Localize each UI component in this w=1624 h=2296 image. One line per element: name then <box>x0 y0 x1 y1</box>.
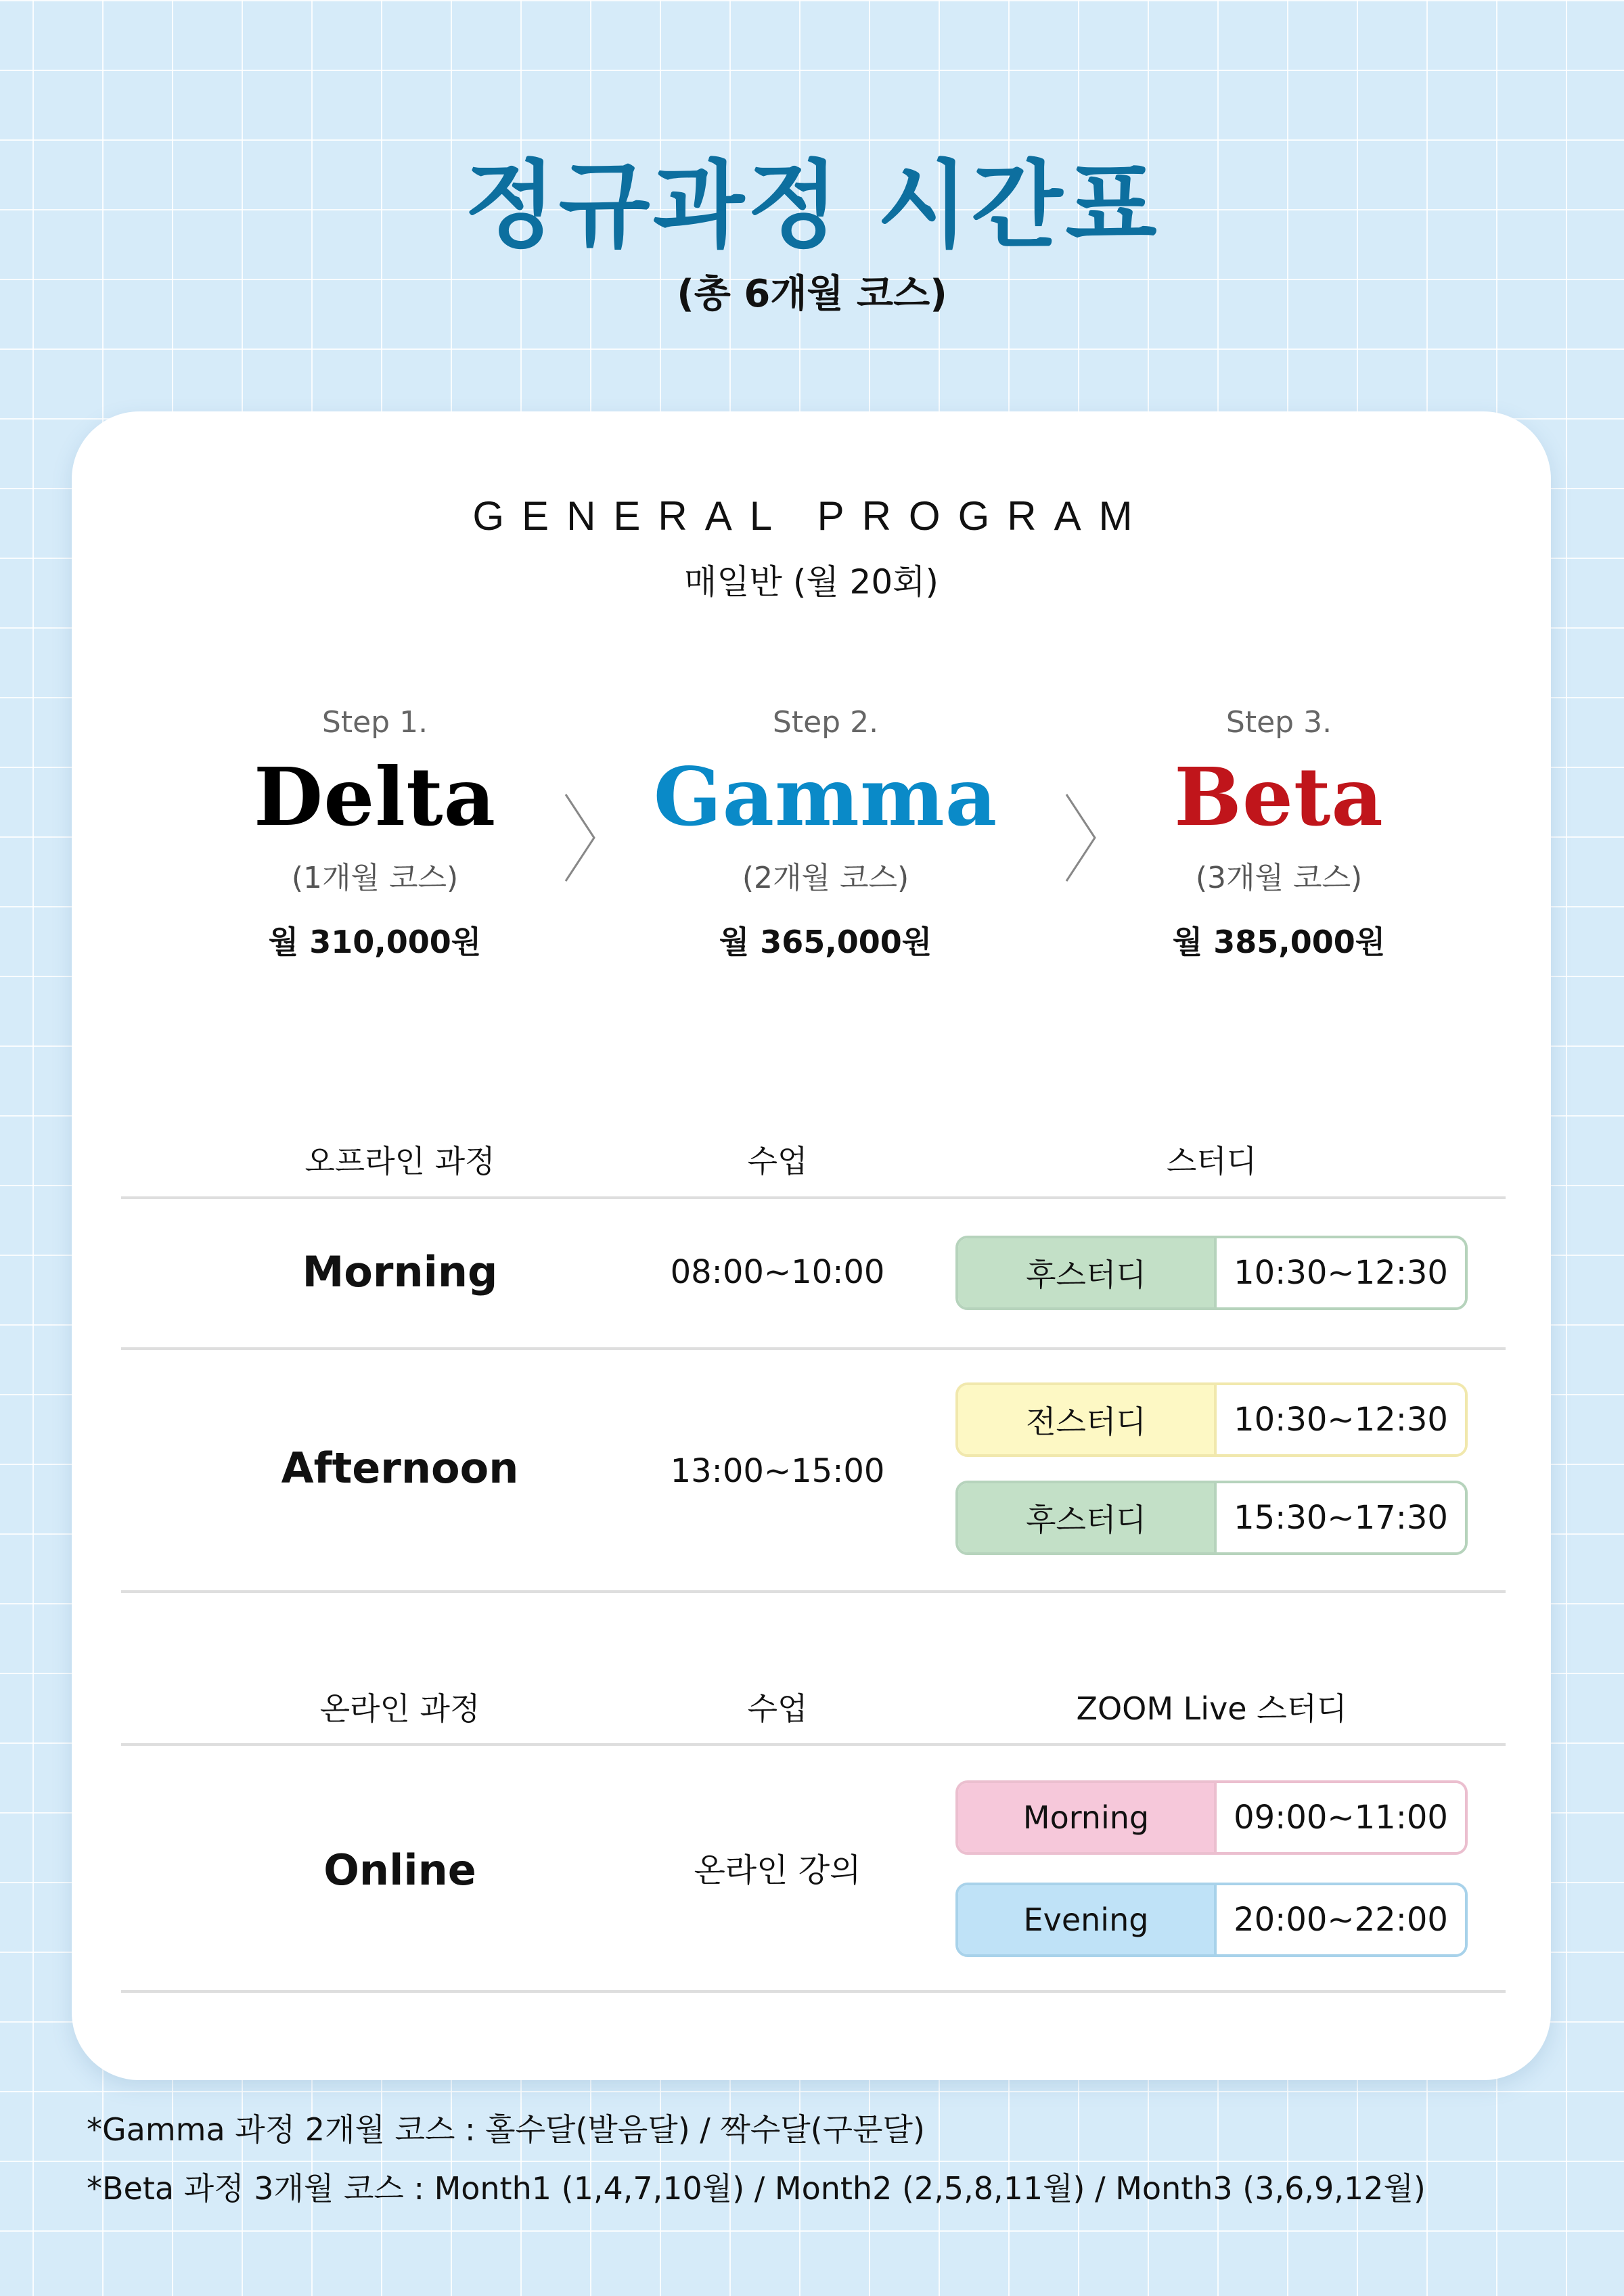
step-name: Gamma <box>653 750 998 844</box>
study-time: 09:00~11:00 <box>1217 1783 1465 1852</box>
step-delta <box>172 702 578 962</box>
divider <box>121 1347 1506 1350</box>
study-type: 전스터디 <box>958 1385 1217 1454</box>
page-subtitle: (총 6개월 코스) <box>677 272 947 316</box>
step-name: Delta <box>253 750 497 844</box>
step-name: Beta <box>1174 750 1384 844</box>
step-course: (3개월 코스) <box>1195 861 1363 895</box>
page-title: 정규과정 시간표 <box>464 151 1160 261</box>
step-label: Step 2. <box>772 705 879 740</box>
divider <box>121 1743 1506 1746</box>
step-price: 월 365,000원 <box>719 924 932 960</box>
divider <box>121 1990 1506 1993</box>
divider <box>121 1196 1506 1199</box>
study-type: 후스터디 <box>958 1483 1217 1552</box>
step-price: 월 385,000원 <box>1172 924 1386 960</box>
class-time: 13:00~15:00 <box>670 1452 885 1490</box>
offline-header-course: 오프라인 과정 <box>304 1143 495 1179</box>
divider <box>121 1590 1506 1593</box>
online-header-class: 수업 <box>747 1690 808 1727</box>
program-card <box>72 411 1551 2080</box>
study-pill <box>955 1481 1468 1555</box>
study-time: 10:30~12:30 <box>1217 1238 1465 1307</box>
slot-online: Online <box>323 1845 476 1895</box>
study-pill <box>955 1780 1468 1855</box>
step-label: Step 1. <box>321 705 428 740</box>
online-header-study: ZOOM Live 스터디 <box>1076 1690 1347 1727</box>
study-type: Morning <box>958 1783 1217 1852</box>
study-pill <box>955 1382 1468 1457</box>
study-pill <box>955 1883 1468 1957</box>
online-header-course: 온라인 과정 <box>319 1690 480 1727</box>
program-title: GENERAL PROGRAM <box>472 493 1150 539</box>
program-subtitle: 매일반 (월 20회) <box>684 562 939 602</box>
step-label: Step 3. <box>1225 705 1332 740</box>
class-time: 08:00~10:00 <box>670 1253 885 1291</box>
study-type: Evening <box>958 1885 1217 1954</box>
study-time: 15:30~17:30 <box>1217 1483 1465 1552</box>
chevron-right-icon <box>560 790 601 885</box>
study-time: 20:00~22:00 <box>1217 1885 1465 1954</box>
step-price: 월 310,000원 <box>268 924 482 960</box>
slot-morning: Morning <box>302 1247 498 1297</box>
offline-header-class: 수업 <box>747 1143 808 1179</box>
step-course: (1개월 코스) <box>291 861 459 895</box>
offline-header-study: 스터디 <box>1166 1143 1257 1179</box>
study-type: 후스터디 <box>958 1238 1217 1307</box>
step-beta <box>1076 702 1482 962</box>
step-course: (2개월 코스) <box>742 861 909 895</box>
study-time: 10:30~12:30 <box>1217 1385 1465 1454</box>
class-time: 온라인 강의 <box>694 1851 861 1889</box>
step-gamma <box>623 702 1029 962</box>
footnote-beta: *Beta 과정 3개월 코스 : Month1 (1,4,7,10월) / Month2 (2,5,8,11월) / Month3 (3,6,9,12월) <box>87 2170 1426 2207</box>
slot-afternoon: Afternoon <box>281 1443 519 1493</box>
study-pill <box>955 1236 1468 1310</box>
footnote-gamma: *Gamma 과정 2개월 코스 : 홀수달(발음달) / 짝수달(구문달) <box>87 2111 925 2148</box>
